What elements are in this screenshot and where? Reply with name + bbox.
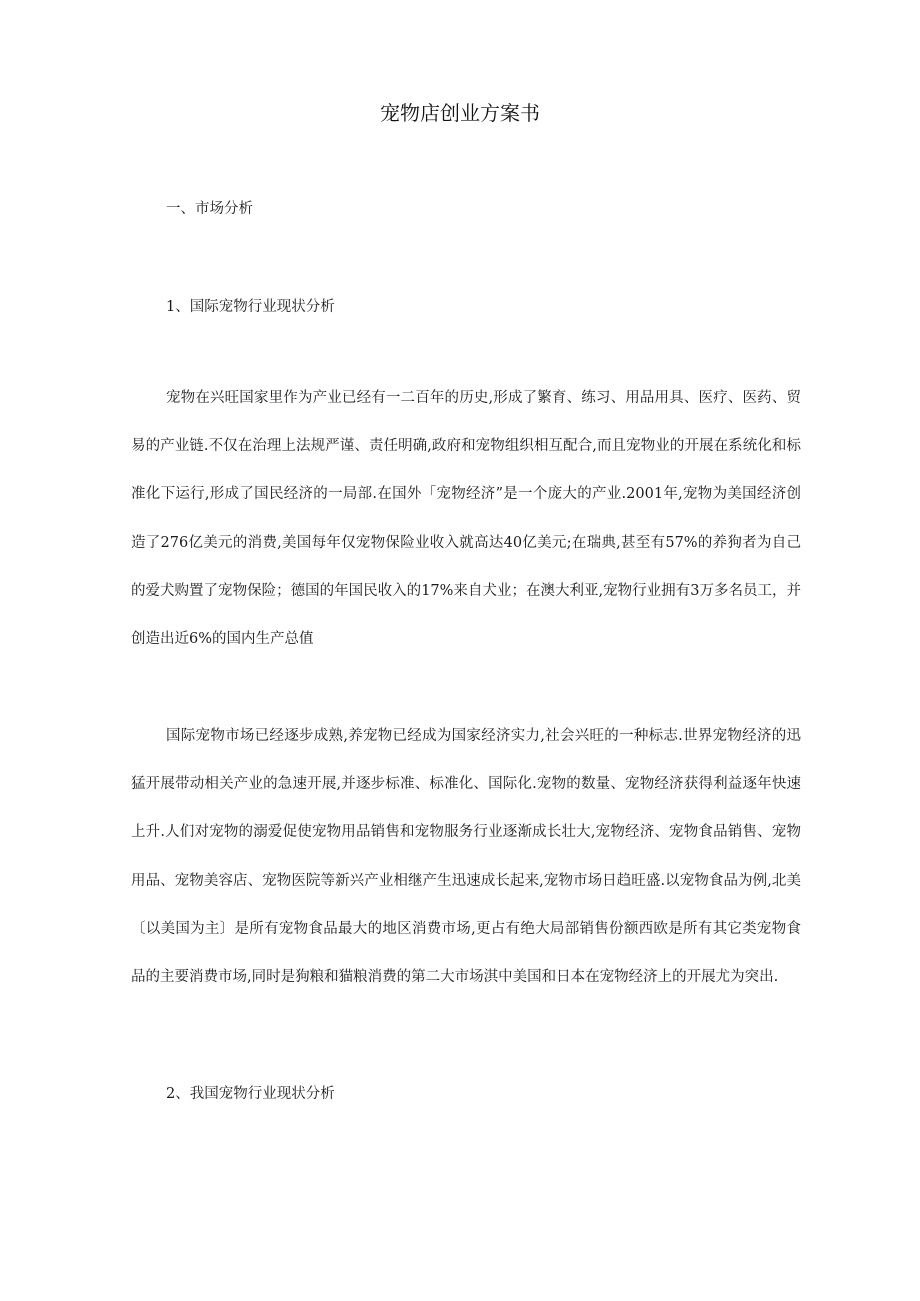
document-title: 宠物店创业方案书 [380,101,540,125]
subsection-heading-domestic: 2、我国宠物行业现状分析 [166,1086,335,1102]
section-heading-market-analysis: 一、市场分析 [166,201,253,217]
subsection-heading-international: 1、国际宠物行业现状分析 [166,299,335,315]
paragraph-international-industry: 宠物在兴旺国家里作为产业已经有一二百年的历史,形成了繁育、练习、用品用具、医疗、医药、贸易的产业链.不仅在治理上法规严谨、责任明确,政府和宠物组织相互配合,而且宠物业的开展在系统化和标准化下运行,形成了国民经济的一局部.在国外「宠物经济”是一个庞大的产业.2001年,宠物为美国经济创造了276亿美元的消费,美国每年仅宠物保险业收入就高达40亿美元;在瑞典,甚至有57%的养狗者为自己的爱犬购置了宠物保险；德国的年国民收入的17%来自犬业；在澳大利亚,宠物行业拥有3万多名员工，并创造出近6%的国内生产总值 [131,390,801,648]
paragraph-international-market: 国际宠物市场已经逐步成熟,养宠物已经成为国家经济实力,社会兴旺的一种标志.世界宠物经济的迅猛开展带动相关产业的急速开展,并逐步标准、标准化、国际化.宠物的数量、宠物经济获得利益逐年快速上升.人们对宠物的溺爱促使宠物用品销售和宠物服务行业逐渐成长壮大,宠物经济、宠物食品销售、宠物用品、宠物美容店、宠物医院等新兴产业相继产生迅速成长起来,宠物市场日趋旺盛.以宠物食品为例,北美〔以美国为主〕是所有宠物食品最大的地区消费市场,更占有绝大局部销售份额西欧是所有其它类宠物食品的主要消费市场,同时是狗粮和猫粮消费的第二大市场淇中美国和日本在宠物经济上的开展尤为突出. [131,728,801,986]
